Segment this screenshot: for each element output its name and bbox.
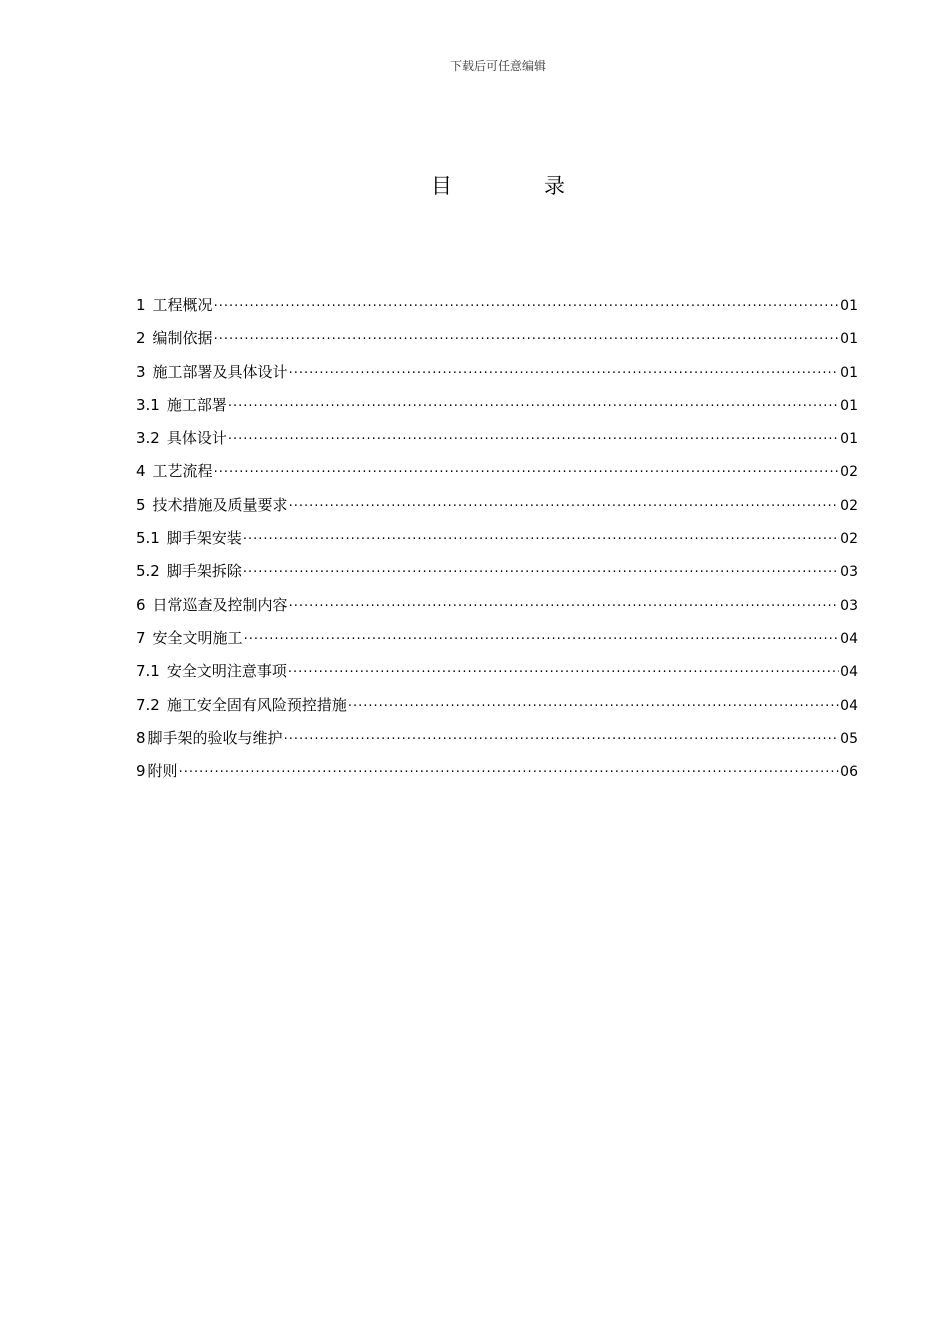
toc-entry-4[interactable]: [136, 460, 858, 493]
toc-entry-page: 04: [840, 697, 858, 714]
toc-entry-8[interactable]: [136, 727, 858, 760]
toc-entry-title: 工艺流程: [152, 462, 213, 481]
dot-leader: [228, 429, 839, 451]
toc-entry-3-1[interactable]: [136, 394, 858, 427]
toc-entry-page: 01: [840, 397, 858, 414]
toc-entry-page: 02: [840, 497, 858, 514]
toc-entry-number: 5.2: [136, 562, 160, 581]
toc-entry-number: 3.1: [136, 395, 160, 414]
toc-entry-page: 02: [840, 464, 858, 481]
toc-entry-6[interactable]: [136, 594, 858, 627]
toc-entry-number: 8: [136, 728, 146, 747]
toc-entry-number: 4: [136, 462, 146, 481]
toc-entry-5[interactable]: [136, 494, 858, 527]
toc-entry-title: 脚手架安装: [166, 529, 242, 548]
toc-entry-page: 05: [840, 730, 858, 747]
toc-entry-number: 7.1: [136, 662, 160, 681]
toc-entry-page: 01: [840, 298, 858, 314]
toc-entry-number: 5.1: [136, 529, 160, 548]
header-note: 下载后可任意编辑: [449, 59, 546, 73]
dot-leader: [214, 296, 840, 318]
toc-entry-title: 附则: [147, 762, 178, 781]
dot-leader: [289, 496, 840, 518]
toc-entry-7[interactable]: [136, 627, 858, 660]
title-char-left: 目: [431, 174, 452, 198]
toc-entry-title: 安全文明注意事项: [166, 662, 287, 681]
dot-leader: [243, 562, 839, 584]
toc-list: [136, 294, 858, 793]
toc-entry-title: 编制依据: [152, 329, 213, 348]
page-title: [0, 170, 950, 200]
toc-entry-3[interactable]: [136, 361, 858, 394]
dot-leader: [179, 762, 840, 784]
dot-leader: [284, 729, 840, 751]
toc-entry-page: 02: [840, 531, 858, 548]
toc-entry-page: 01: [840, 364, 858, 381]
toc-entry-number: 2: [136, 329, 146, 348]
dot-leader: [348, 696, 839, 718]
toc-entry-title: 安全文明施工: [152, 628, 243, 647]
toc-entry-5-1[interactable]: [136, 527, 858, 560]
toc-entry-title: 技术措施及质量要求: [152, 495, 288, 514]
toc-entry-title: 施工安全固有风险预控措施: [166, 695, 347, 714]
toc-entry-number: 3.2: [136, 429, 160, 448]
toc-entry-title: 脚手架拆除: [166, 562, 242, 581]
toc-entry-title: 具体设计: [166, 429, 227, 448]
toc-entry-number: 7: [136, 628, 146, 647]
toc-entry-title: 施工部署及具体设计: [152, 362, 288, 381]
toc-entry-number: 3: [136, 362, 146, 381]
toc-entry-page: 01: [840, 331, 858, 348]
toc-entry-7-2[interactable]: [136, 694, 858, 727]
dot-leader: [243, 529, 839, 551]
toc-entry-9[interactable]: [136, 760, 858, 793]
dot-leader: [289, 363, 840, 385]
dot-leader: [244, 629, 840, 651]
toc-entry-title: 施工部署: [166, 395, 227, 414]
dot-leader: [228, 396, 839, 418]
toc-entry-number: 9: [136, 762, 146, 781]
dot-leader: [288, 662, 839, 684]
toc-entry-number: 5: [136, 495, 146, 514]
toc-entry-title: 工程概况: [152, 296, 213, 314]
toc-entry-3-2[interactable]: [136, 427, 858, 460]
title-char-right: 录: [544, 174, 565, 198]
dot-leader: [214, 462, 840, 484]
dot-leader: [289, 596, 840, 618]
toc-entry-number: 1: [136, 296, 146, 314]
toc-entry-title: 日常巡查及控制内容: [152, 595, 288, 614]
toc-entry-page: 03: [840, 564, 858, 581]
toc-entry-1[interactable]: [136, 294, 858, 327]
toc-entry-page: 03: [840, 597, 858, 614]
toc-entry-5-2[interactable]: [136, 560, 858, 593]
toc-entry-title: 脚手架的验收与维护: [147, 728, 283, 747]
toc-entry-number: 7.2: [136, 695, 160, 714]
toc-entry-page: 01: [840, 431, 858, 448]
toc-entry-2[interactable]: [136, 327, 858, 360]
toc-entry-page: 04: [840, 630, 858, 647]
toc-entry-page: 04: [840, 664, 858, 681]
toc-entry-number: 6: [136, 595, 146, 614]
toc-entry-page: 06: [840, 764, 858, 781]
dot-leader: [214, 329, 840, 351]
toc-entry-7-1[interactable]: [136, 660, 858, 693]
